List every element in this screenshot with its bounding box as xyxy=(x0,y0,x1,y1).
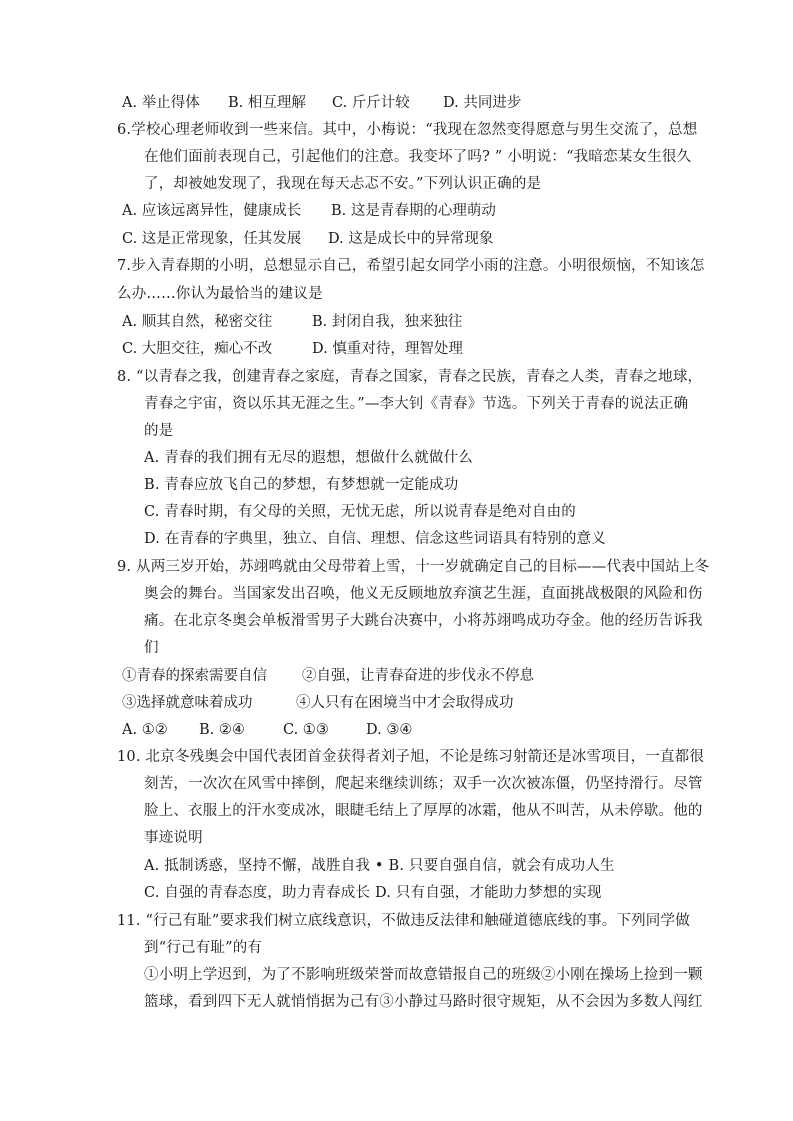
q5-option-b: B. 相互理解 xyxy=(228,95,306,111)
q9-option-b: B. ②④ xyxy=(199,722,245,738)
q9-option-a: A. ①② xyxy=(122,722,168,738)
q9-statement-2: ②自强，让青春奋进的步伐永不停息 xyxy=(302,668,534,684)
q8-stem-line: 8. “以青春之我，创建青春之家庭，青春之国家，青春之民族，青春之人类，青春之地球， xyxy=(117,369,703,385)
q9-statement-1: ①青春的探索需要自信 xyxy=(122,668,267,684)
q8-option-a: A. 青春的我们拥有无尽的遐想，想做什么就做什么 xyxy=(144,450,473,466)
q9-statement-4: ④人只有在困境当中才会取得成功 xyxy=(296,695,514,711)
q10-options-line: C. 自强的青春态度，助力青春成长 D. 只有自强，才能助力梦想的实现 xyxy=(144,885,602,901)
q7-stem-line: 么办……你认为最恰当的建议是 xyxy=(117,286,323,302)
q7-option-a: A. 顺其自然，秘密交往 xyxy=(122,314,273,330)
q9-option-d: D. ③④ xyxy=(366,722,413,738)
q9-stem-line: 9. 从两三岁开始，苏翊鸣就由父母带着上雪，十一岁就确定自己的目标——代表中国站上冬 xyxy=(117,559,710,575)
q6-option-a: A. 应该远离异性，健康成长 xyxy=(122,203,302,219)
q7-option-d: D. 慎重对待，理智处理 xyxy=(312,341,463,357)
q9-stem-line: 痛。在北京冬奥会单板滑雪男子大跳台决赛中，小将苏翊鸣成功夺金。他的经历告诉我 xyxy=(144,613,703,629)
q5-option-a: A. 举止得体 xyxy=(122,95,200,111)
q6-stem-line: 在他们面前表现自己，引起他们的注意。我变坏了吗? ” 小明说：“我暗恋某女生很久 xyxy=(144,149,692,165)
q10-stem-line: 事迹说明 xyxy=(144,830,203,846)
q8-stem-line: 的是 xyxy=(144,423,174,439)
q6-option-c: C. 这是正常现象，任其发展 xyxy=(122,231,302,247)
q10-stem-line: 脸上、衣服上的汗水变成冰，眼睫毛结上了厚厚的冰霜，他从不叫苦，从未停歇。他的 xyxy=(144,803,703,819)
q8-stem-line: 青春之宇宙，资以乐其无涯之生。”—李大钊《青春》节选。下列关于青春的说法正确 xyxy=(144,396,689,412)
q9-option-c: C. ①③ xyxy=(283,722,329,738)
q7-stem-line: 7.步入青春期的小明，总想显示自己，希望引起女同学小雨的注意。小明很烦恼，不知该怎 xyxy=(117,258,705,274)
q7-option-c: C. 大胆交往，痴心不改 xyxy=(122,341,273,357)
q10-stem-line: 刻苦，一次次在风雪中摔倒，爬起来继续训练；双手一次次被冻僵，仍坚持滑行。尽管 xyxy=(144,776,703,792)
q6-stem-line: 6.学校心理老师收到一些来信。其中，小梅说：“我现在忽然变得愿意与男生交流了，总想 xyxy=(117,122,698,138)
q10-options-line: A. 抵制诱惑，坚持不懈，战胜自我 • B. 只要自强自信，就会有成功人生 xyxy=(144,858,615,874)
q9-stem-line: 奥会的舞台。当国家发出召唤，他义无反顾地放弃演艺生涯，直面挑战极限的风险和伤 xyxy=(144,586,703,602)
q7-option-b: B. 封闭自我，独来独往 xyxy=(312,314,463,330)
q8-option-d: D. 在青春的字典里，独立、自信、理想、信念这些词语具有特别的意义 xyxy=(144,531,606,547)
q11-stem-line: 到“行己有耻”的有 xyxy=(144,940,263,956)
q8-option-c: C. 青春时期，有父母的关照，无忧无虑，所以说青春是绝对自由的 xyxy=(144,504,576,520)
q5-option-c: C. 斤斤计较 xyxy=(332,95,410,111)
q6-option-d: D. 这是成长中的异常现象 xyxy=(328,231,494,247)
q11-stem-line: 11. “行己有耻”要求我们树立底线意识，不做违反法律和触碰道德底线的事。下列同学做 xyxy=(117,913,690,929)
q9-stem-line: 们 xyxy=(144,640,159,656)
q6-stem-line: 了，却被她发现了，我现在每天忐忑不安。”下列认识正确的是 xyxy=(144,176,542,192)
q11-stem-line: ①小明上学迟到，为了不影响班级荣誉而故意错报自己的班级②小刚在操场上捡到一颗 xyxy=(144,967,703,983)
q5-option-d: D. 共同进步 xyxy=(443,95,522,111)
q11-stem-line: 篮球，看到四下无人就悄悄据为己有③小静过马路时很守规矩，从不会因为多数人闯红 xyxy=(144,994,703,1010)
q9-statement-3: ③选择就意味着成功 xyxy=(122,695,253,711)
q10-stem-line: 10. 北京冬残奥会中国代表团首金获得者刘子旭，不论是练习射箭还是冰雪项目，一直都很 xyxy=(117,749,705,765)
q6-option-b: B. 这是青春期的心理萌动 xyxy=(331,203,496,219)
q8-option-b: B. 青春应放飞自己的梦想，有梦想就一定能成功 xyxy=(144,477,459,493)
